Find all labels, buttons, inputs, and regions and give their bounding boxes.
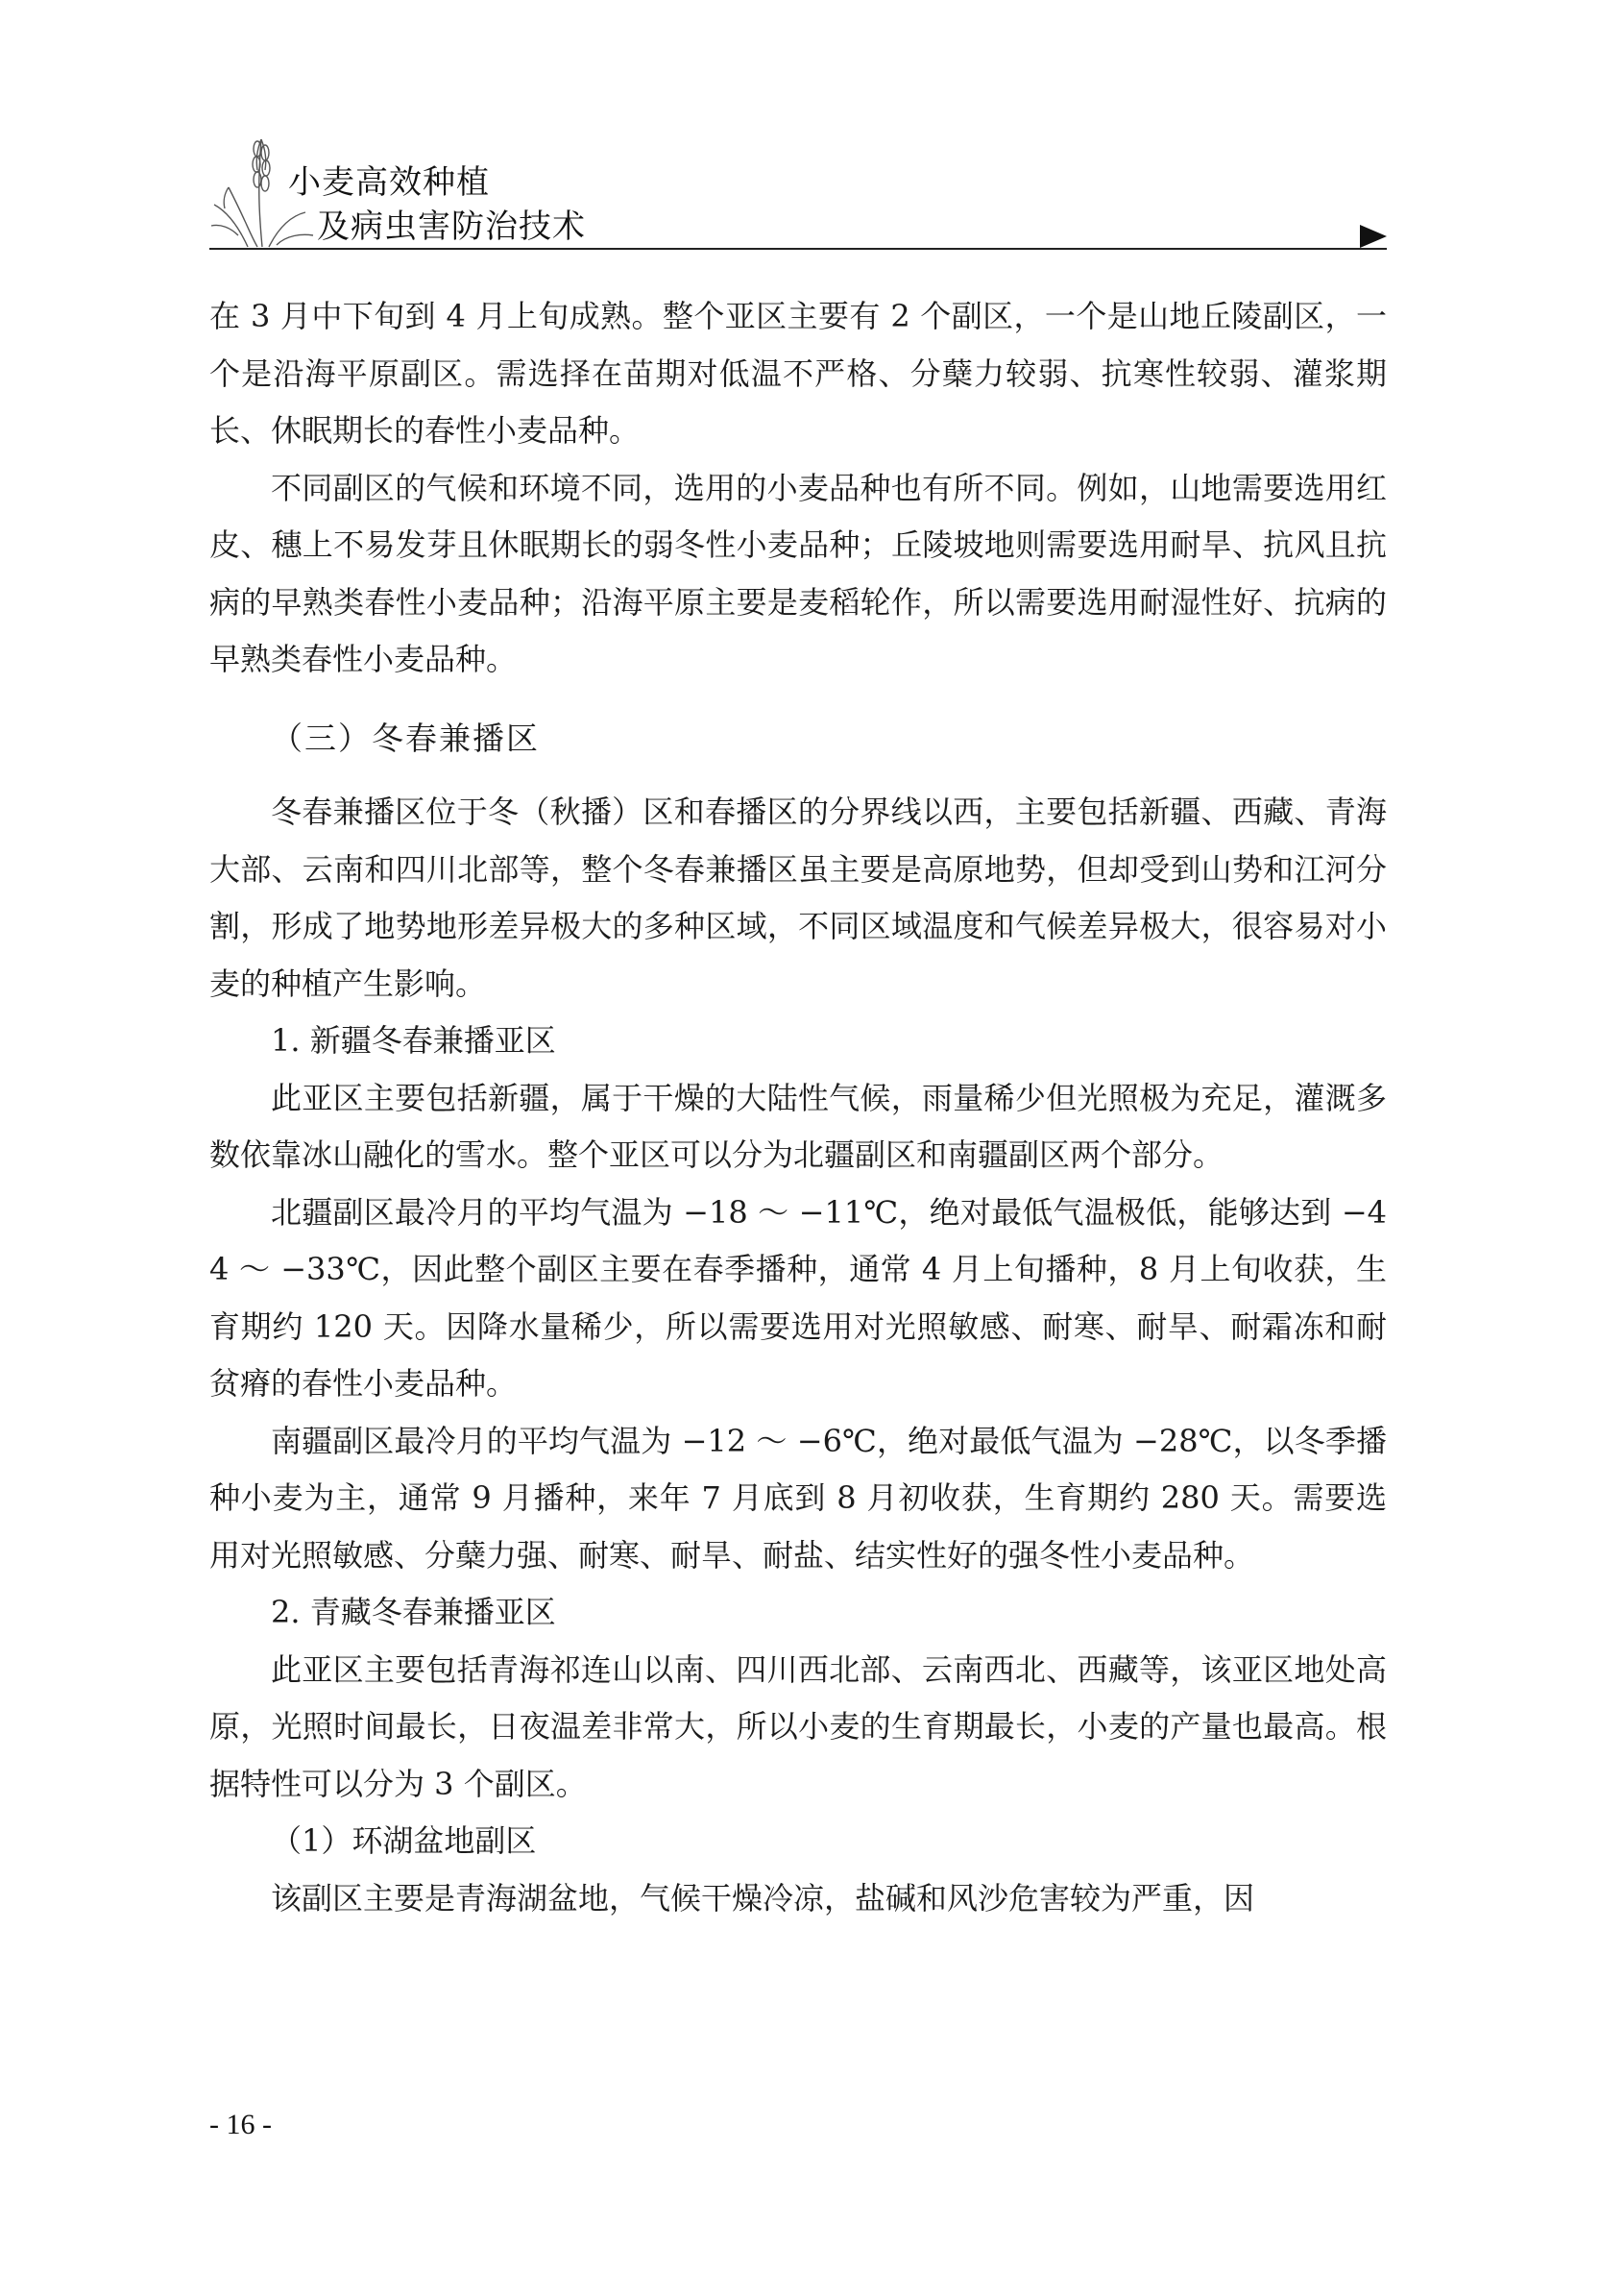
paragraph: 此亚区主要包括青海祁连山以南、四川西北部、云南西北、西藏等，该亚区地处高原，光照时间最长，日夜温差非常大，所以小麦的生育期最长，小麦的产量也最高。根据特性可以分为 3 个副区。: [209, 1650, 1387, 1802]
section-heading: （三）冬春兼播区: [271, 719, 540, 757]
book-title-line1: 小麦高效种植: [288, 163, 490, 202]
subsection-heading: （1）环湖盆地副区: [271, 1822, 537, 1859]
paragraph: 在 3 月中下旬到 4 月上旬成熟。整个亚区主要有 2 个副区，一个是山地丘陵副区，一个是沿海平原副区。需选择在苗期对低温不严格、分蘖力较弱、抗寒性较弱、灌浆期长、休眠期长的春性小麦品种。: [209, 298, 1387, 449]
paragraph: 此亚区主要包括新疆，属于干燥的大陆性气候，雨量稀少但光照极为充足，灌溉多数依靠冰山融化的雪水。整个亚区可以分为北疆副区和南疆副区两个部分。: [209, 1079, 1387, 1173]
subsection-heading: 2. 青藏冬春兼播亚区: [271, 1594, 556, 1630]
paragraph: 该副区主要是青海湖盆地，气候干燥冷凉，盐碱和风沙危害较为严重，因: [271, 1879, 1255, 1917]
header-arrow-icon: [1360, 225, 1387, 248]
book-title: [288, 160, 586, 249]
paragraph: 冬春兼播区位于冬（秋播）区和春播区的分界线以西，主要包括新疆、西藏、青海大部、云南和四川北部等，整个冬春兼播区虽主要是高原地势，但却受到山势和江河分割，形成了地势地形差异极大的多种区域，不同区域温度和气候差异极大，很容易对小麦的种植产生影响。: [209, 794, 1387, 1002]
running-header: [209, 120, 1387, 255]
paragraph: 南疆副区最冷月的平均气温为 −12 ～ −6℃，绝对最低气温为 −28℃，以冬季播种小麦为主，通常 9 月播种，来年 7 月底到 8 月初收获，生育期约 280 天。需要选用对光照敏感、分蘖力强、耐寒、耐旱、耐盐、结实性好的强冬性小麦品种。: [209, 1422, 1387, 1574]
book-title-line2: 及病虫害防治技术: [317, 208, 586, 246]
paragraph: 北疆副区最冷月的平均气温为 −18 ～ −11℃，绝对最低气温极低，能够达到 −44 ～ −33℃，因此整个副区主要在春季播种，通常 4 月上旬播种，8 月上旬收获，生育期约 120 天。因降水量稀少，所以需要选用对光照敏感、耐寒、耐旱、耐霜冻和耐贫瘠的春性小麦品种。: [209, 1193, 1387, 1402]
page-number: - 16 -: [209, 2109, 272, 2140]
header-rule: [209, 248, 1387, 250]
paragraph: 不同副区的气候和环境不同，选用的小麦品种也有所不同。例如，山地需要选用红皮、穗上不易发芽且休眠期长的弱冬性小麦品种；丘陵坡地则需要选用耐旱、抗风且抗病的早熟类春性小麦品种；沿海平原主要是麦稻轮作，所以需要选用耐湿性好、抗病的早熟类春性小麦品种。: [209, 469, 1387, 677]
page-body: [209, 288, 1387, 1927]
subsection-heading: 1. 新疆冬春兼播亚区: [271, 1022, 556, 1059]
